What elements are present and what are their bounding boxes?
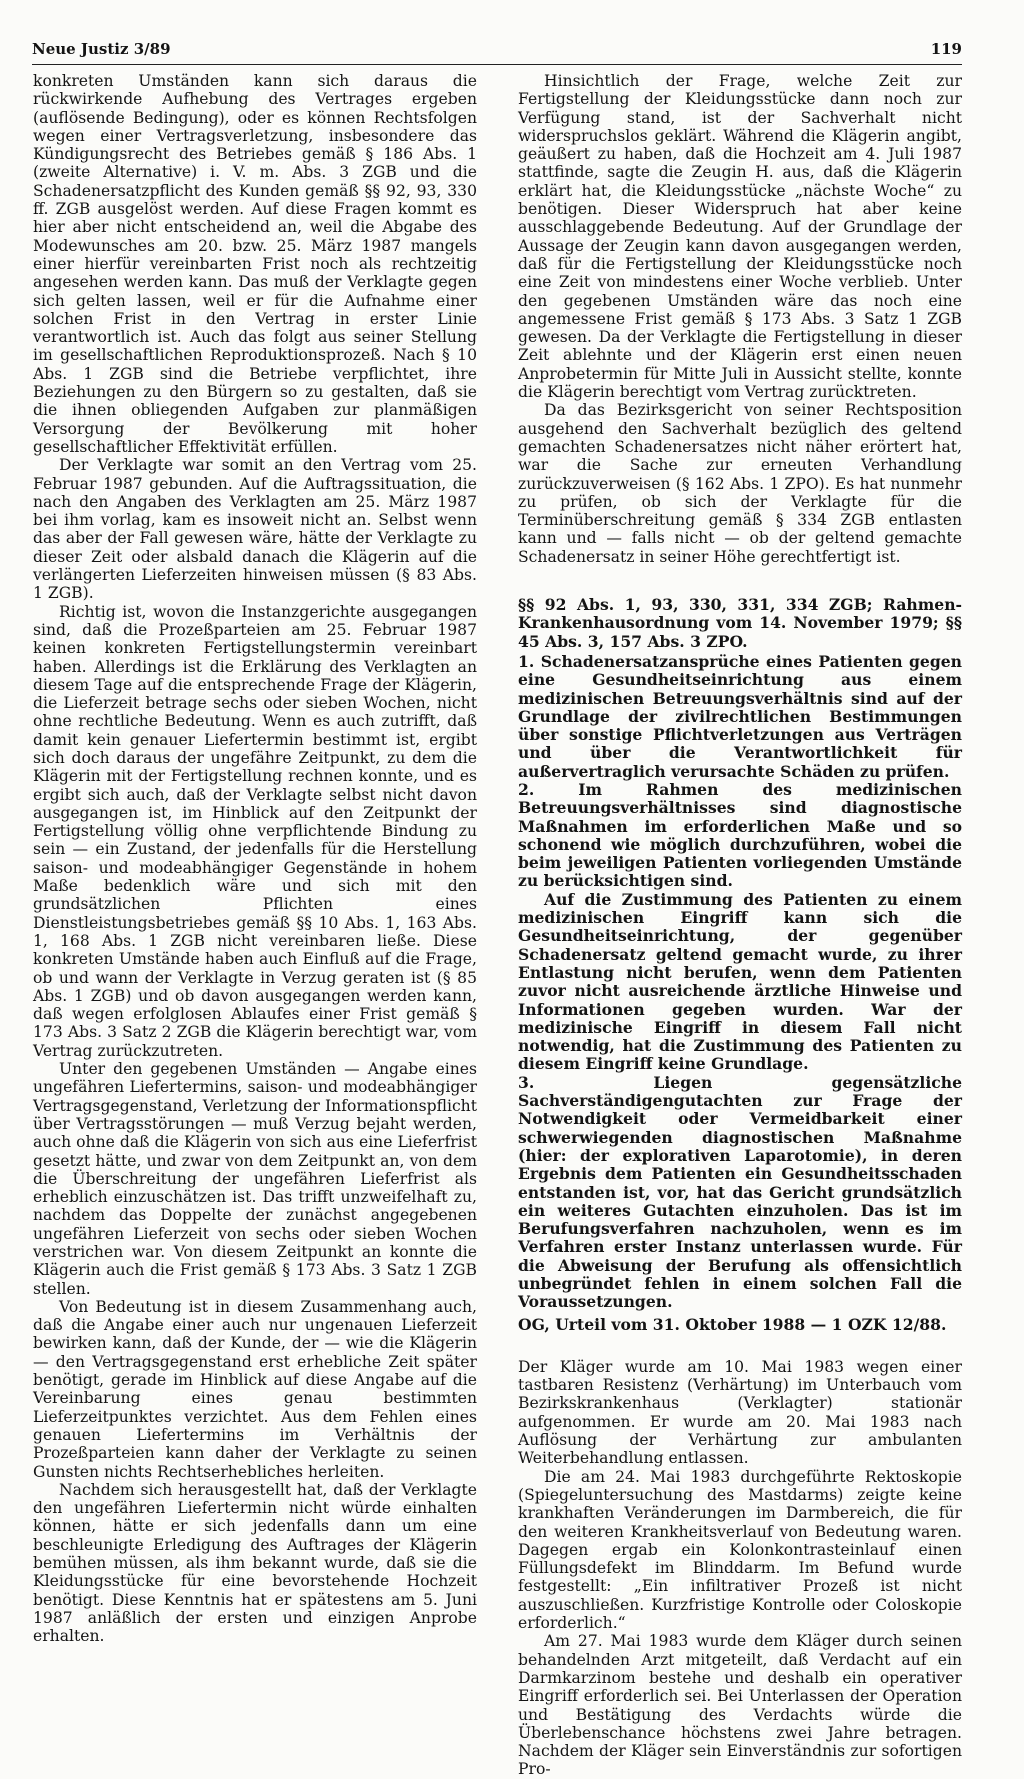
legal-principle: Auf die Zustimmung des Patienten zu einem medizinischen Eingriff kann sich die Gesundheitseinrichtung, der gegenüber Schadenersatz geltend gemacht wurde, zu ihrer Entlastung nicht berufen, wenn dem Patienten zuvor nicht ausreichende ärztliche Hinweise und Informationen gegeben wurden. War der medizinische Eingriff in diesem Fall nicht notwendig, hat die Zustimmung des Patienten zu diesem Eingriff keine Grundlage. [518, 889, 962, 1074]
right-column [518, 72, 962, 1779]
legal-principle: 2. Im Rahmen des medizinischen Betreuungsverhältnisses sind diagnostische Maßnahmen im erforderlichen Maße und so schonend wie möglich durchzuführen, wobei die beim jeweiligen Patienten vorliegenden Umstände zu berücksichtigen sind. [518, 779, 962, 891]
court-citation: OG, Urteil vom 31. Oktober 1988 — 1 OZK 12/88. [518, 1314, 947, 1334]
paragraph: Hinsichtlich der Frage, welche Zeit zur Fertigstellung der Kleidungsstücke dann noch zur Verfügung stand, ist der Sachverhalt nicht widerspruchslos geklärt. Während die Klägerin angibt, geäußert zu haben, daß die Hochzeit am 4. Juli 1987 stattfinde, sagte die Zeugin H. aus, daß die Klägerin erklärt hat, die Kleidungsstücke „nächste Woche“ zu benötigen. Dieser Widerspruch hat aber keine ausschlaggebende Bedeutung. Auf der Grundlage der Aussage der Zeugin kann davon ausgegangen werden, daß für die Fertigstellung der Kleidungsstücke noch eine Zeit von mindestens einer Woche verblieb. Unter den gegebenen Umständen wäre das noch eine angemessene Frist gemäß § 173 Abs. 3 Satz 1 ZGB gewesen. Da der Verklagte die Fertigstellung in dieser Zeit ablehnte und der Klägerin erst einen neuen Anprobetermin für Mitte Juli in Aussicht stellte, konnte die Klägerin berechtigt vom Vertrag zurücktreten. [518, 72, 962, 402]
case-facts [518, 1358, 962, 1779]
paragraph: Richtig ist, wovon die Instanzgerichte ausgegangen sind, daß die Prozeßparteien am 25. Februar 1987 keinen konkreten Fertigstellungstermin vereinbart haben. Allerdings ist die Erklärung des Verklagten an diesem Tage auf die entsprechende Frage der Klägerin, die Lieferzeit betrage sechs oder sieben Wochen, nicht ohne rechtliche Bedeutung. Wenn es auch zutrifft, daß damit kein genauer Liefertermin bestimmt ist, ergibt sich doch daraus der ungefähre Zeitpunkt, zu dem die Klägerin mit der Fertigstellung rechnen konnte, und es ergibt sich auch, daß der Verklagte selbst nicht davon ausgegangen ist, im Hinblick auf den Zeitpunkt der Fertigstellung völlig ohne verpflichtende Bindung zu sein — ein Zustand, der jedenfalls für die Herstellung saison- und modeabhängiger Gegenstände in hohem Maße bedenklich wäre und sich mit den grundsätzlichen Pflichten eines Dienstleistungsbetriebes gemäß §§ 10 Abs. 1, 163 Abs. 1, 168 Abs. 1 ZGB nicht vereinbaren ließe. Diese konkreten Umstände haben auch Einfluß auf die Frage, ob und wann der Verklagte in Verzug geraten ist (§ 85 Abs. 1 ZGB) und ob davon ausgegangen werden kann, daß wegen erfolglosen Ablaufes einer Frist gemäß § 173 Abs. 3 Satz 2 ZGB die Klägerin berechtigt war, vom Vertrag zurückzutreten. [33, 602, 477, 1060]
paragraph: Der Verklagte war somit an den Vertrag vom 25. Februar 1987 gebunden. Auf die Auftragssituation, die nach den Angaben des Verklagten am 25. März 1987 bei ihm vorlag, kam es insoweit nicht an. Selbst wenn das aber der Fall gewesen wäre, hätte der Verklagte zu dieser Zeit oder alsbald danach die Klägerin auf die verlängerten Lieferzeiten hinweisen müssen (§ 83 Abs. 1 ZGB). [33, 456, 477, 603]
paragraph: Von Bedeutung ist in diesem Zusammenhang auch, daß die Angabe einer auch nur ungenauen Lieferzeit bewirken kann, daß der Kunde, der — wie die Klägerin — den Vertragsgegenstand erst erhebliche Zeit später benötigt, gerade im Hinblick auf diese Angabe auf die Vereinbarung eines genau bestimmten Lieferzeitpunktes verzichtet. Aus dem Fehlen eines genauen Liefertermins im Verhältnis der Prozeßparteien kann daher der Verklagte zu seinen Gunsten nichts Rechtserhebliches herleiten. [33, 1297, 477, 1481]
statute-heading: §§ 92 Abs. 1, 93, 330, 331, 334 ZGB; Rahmen-Krankenhausordnung vom 14. November 1979; §§ 45 Abs. 3, 157 Abs. 3 ZPO. [518, 595, 962, 651]
page-header [32, 40, 962, 65]
paragraph: Am 27. Mai 1983 wurde dem Kläger durch seinen behandelnden Arzt mitgeteilt, daß Verdacht auf ein Darmkarzinom bestehe und deshalb ein operativer Eingriff erforderlich sei. Bei Unterlassen der Operation und Bestätigung des Verdachts würde die Überlebenschance höchstens zwei Jahre betragen. Nachdem der Kläger sein Einverständnis zur sofortigen Pro- [518, 1632, 962, 1779]
legal-principle: 1. Schadenersatzansprüche eines Patienten gegen eine Gesundheitseinrichtung aus einem medizinischen Betreuungsverhältnis sind auf der Grundlage der zivilrechtlichen Bestimmungen über sonstige Pflichtverletzungen aus Verträgen und über die Verantwortlichkeit für außervertraglich verursachte Schäden zu prüfen. [518, 651, 962, 781]
paragraph: Unter den gegebenen Umständen — Angabe eines ungefähren Liefertermins, saison- und modeabhängiger Vertragsgegenstand, Verletzung der Informationspflicht über Vertragsstörungen — muß Verzug bejaht werden, auch ohne daß die Klägerin von sich aus eine Lieferfrist gesetzt hätte, und zwar von dem Zeitpunkt an, von dem die Überschreitung der ungefähren Lieferfrist als erheblich einzuschätzen ist. Das trifft unzweifelhaft zu, nachdem das Doppelte der zunächst angegebenen ungefähren Lieferzeit von sechs oder sieben Wochen verstrichen war. Von diesem Zeitpunkt an konnte die Klägerin auch die Frist gemäß § 173 Abs. 3 Satz 1 ZGB stellen. [33, 1060, 477, 1298]
journal-title: Neue Justiz 3/89 [32, 40, 171, 58]
paragraph: Der Kläger wurde am 10. Mai 1983 wegen einer tastbaren Resistenz (Verhärtung) im Unterbauch vom Bezirkskrankenhaus (Verklagter) stationär aufgenommen. Er wurde am 20. Mai 1983 nach Auflösung der Verhärtung zur ambulanten Weiterbehandlung entlassen. [518, 1357, 962, 1468]
left-column [33, 72, 477, 1646]
paragraph: konkreten Umständen kann sich daraus die rückwirkende Aufhebung des Vertrages ergeben (auflösende Bedingung), oder es können Rechtsfolgen wegen einer Vertragsverletzung, insbesondere das Kündigungsrecht des Betriebes gemäß § 186 Abs. 1 (zweite Alternative) i. V. m. Abs. 3 ZGB und die Schadenersatzpflicht des Kunden gemäß §§ 92, 93, 330 ff. ZGB ausgelöst werden. Auf diese Fragen kommt es hier aber nicht entscheidend an, weil die Abgabe des Modewunsches am 20. bzw. 25. März 1987 mangels einer hierfür vereinbarten Frist noch als rechtzeitig angesehen werden kann. Das muß der Verklagte gegen sich gelten lassen, weil er für die Aufnahme einer solchen Frist in den Vertrag in erster Linie verantwortlich ist. Auch das folgt aus seiner Stellung im gesellschaftlichen Reproduktionsprozeß. Nach § 10 Abs. 1 ZGB sind die Betriebe verpflichtet, ihre Beziehungen zu den Bürgern so zu gestalten, daß sie die ihnen obliegenden Aufgaben zur planmäßigen Versorgung der Bevölkerung mit hoher gesellschaftlicher Effektivität erfüllen. [33, 72, 477, 456]
legal-principle: 3. Liegen gegensätzliche Sachverständigengutachten zur Frage der Notwendigkeit oder Vermeidbarkeit einer schwerwiegenden diagnostischen Maßnahme (hier: der explorativen Laparotomie), in deren Ergebnis dem Patienten ein Gesundheitsschaden entstanden ist, vor, hat das Gericht grundsätzlich ein weiteres Gutachten einzuholen. Das ist im Berufungsverfahren nachzuholen, wenn es im Verfahren erster Instanz unterlassen wurde. Für die Abweisung der Berufung als offensichtlich unbegründet fehlen in einem solchen Fall die Voraussetzungen. [518, 1072, 962, 1312]
paragraph: Nachdem sich herausgestellt hat, daß der Verklagte den ungefähren Liefertermin nicht würde einhalten können, hätte er sich jedenfalls dann um eine beschleunigte Erledigung des Auftrages der Klägerin bemühen müssen, als ihm bekannt wurde, daß sie die Kleidungsstücke für eine bevorstehende Hochzeit benötigt. Diese Kenntnis hat er spätestens am 5. Juni 1987 anläßlich der ersten und einzigen Anprobe erhalten. [33, 1480, 477, 1646]
paragraph: Die am 24. Mai 1983 durchgeführte Rektoskopie (Spiegeluntersuchung des Mastdarms) zeigte keine krankhaften Veränderungen im Darmbereich, die für den weiteren Krankheitsverlauf von Bedeutung waren. Dagegen ergab ein Kolonkontrasteinlauf einen Füllungsdefekt im Blinddarm. Im Befund wurde festgestellt: „Ein infiltrativer Prozeß ist nicht auszuschließen. Kurzfristige Kontrolle oder Coloskopie erforderlich.“ [518, 1467, 962, 1633]
paragraph: Da das Bezirksgericht von seiner Rechtsposition ausgehend den Sachverhalt bezüglich des geltend gemachten Schadenersatzes nicht näher erörtert hat, war die Sache zur erneuten Verhandlung zurückzuverweisen (§ 162 Abs. 1 ZPO). Es hat nunmehr zu prüfen, ob sich der Verklagte für die Terminüberschreitung gemäß § 334 ZGB entlasten kann und — falls nicht — ob der geltend gemachte Schadenersatz in seiner Höhe gerechtfertigt ist. [518, 401, 962, 566]
case-summary [518, 596, 962, 1334]
page-number: 119 [930, 40, 962, 58]
